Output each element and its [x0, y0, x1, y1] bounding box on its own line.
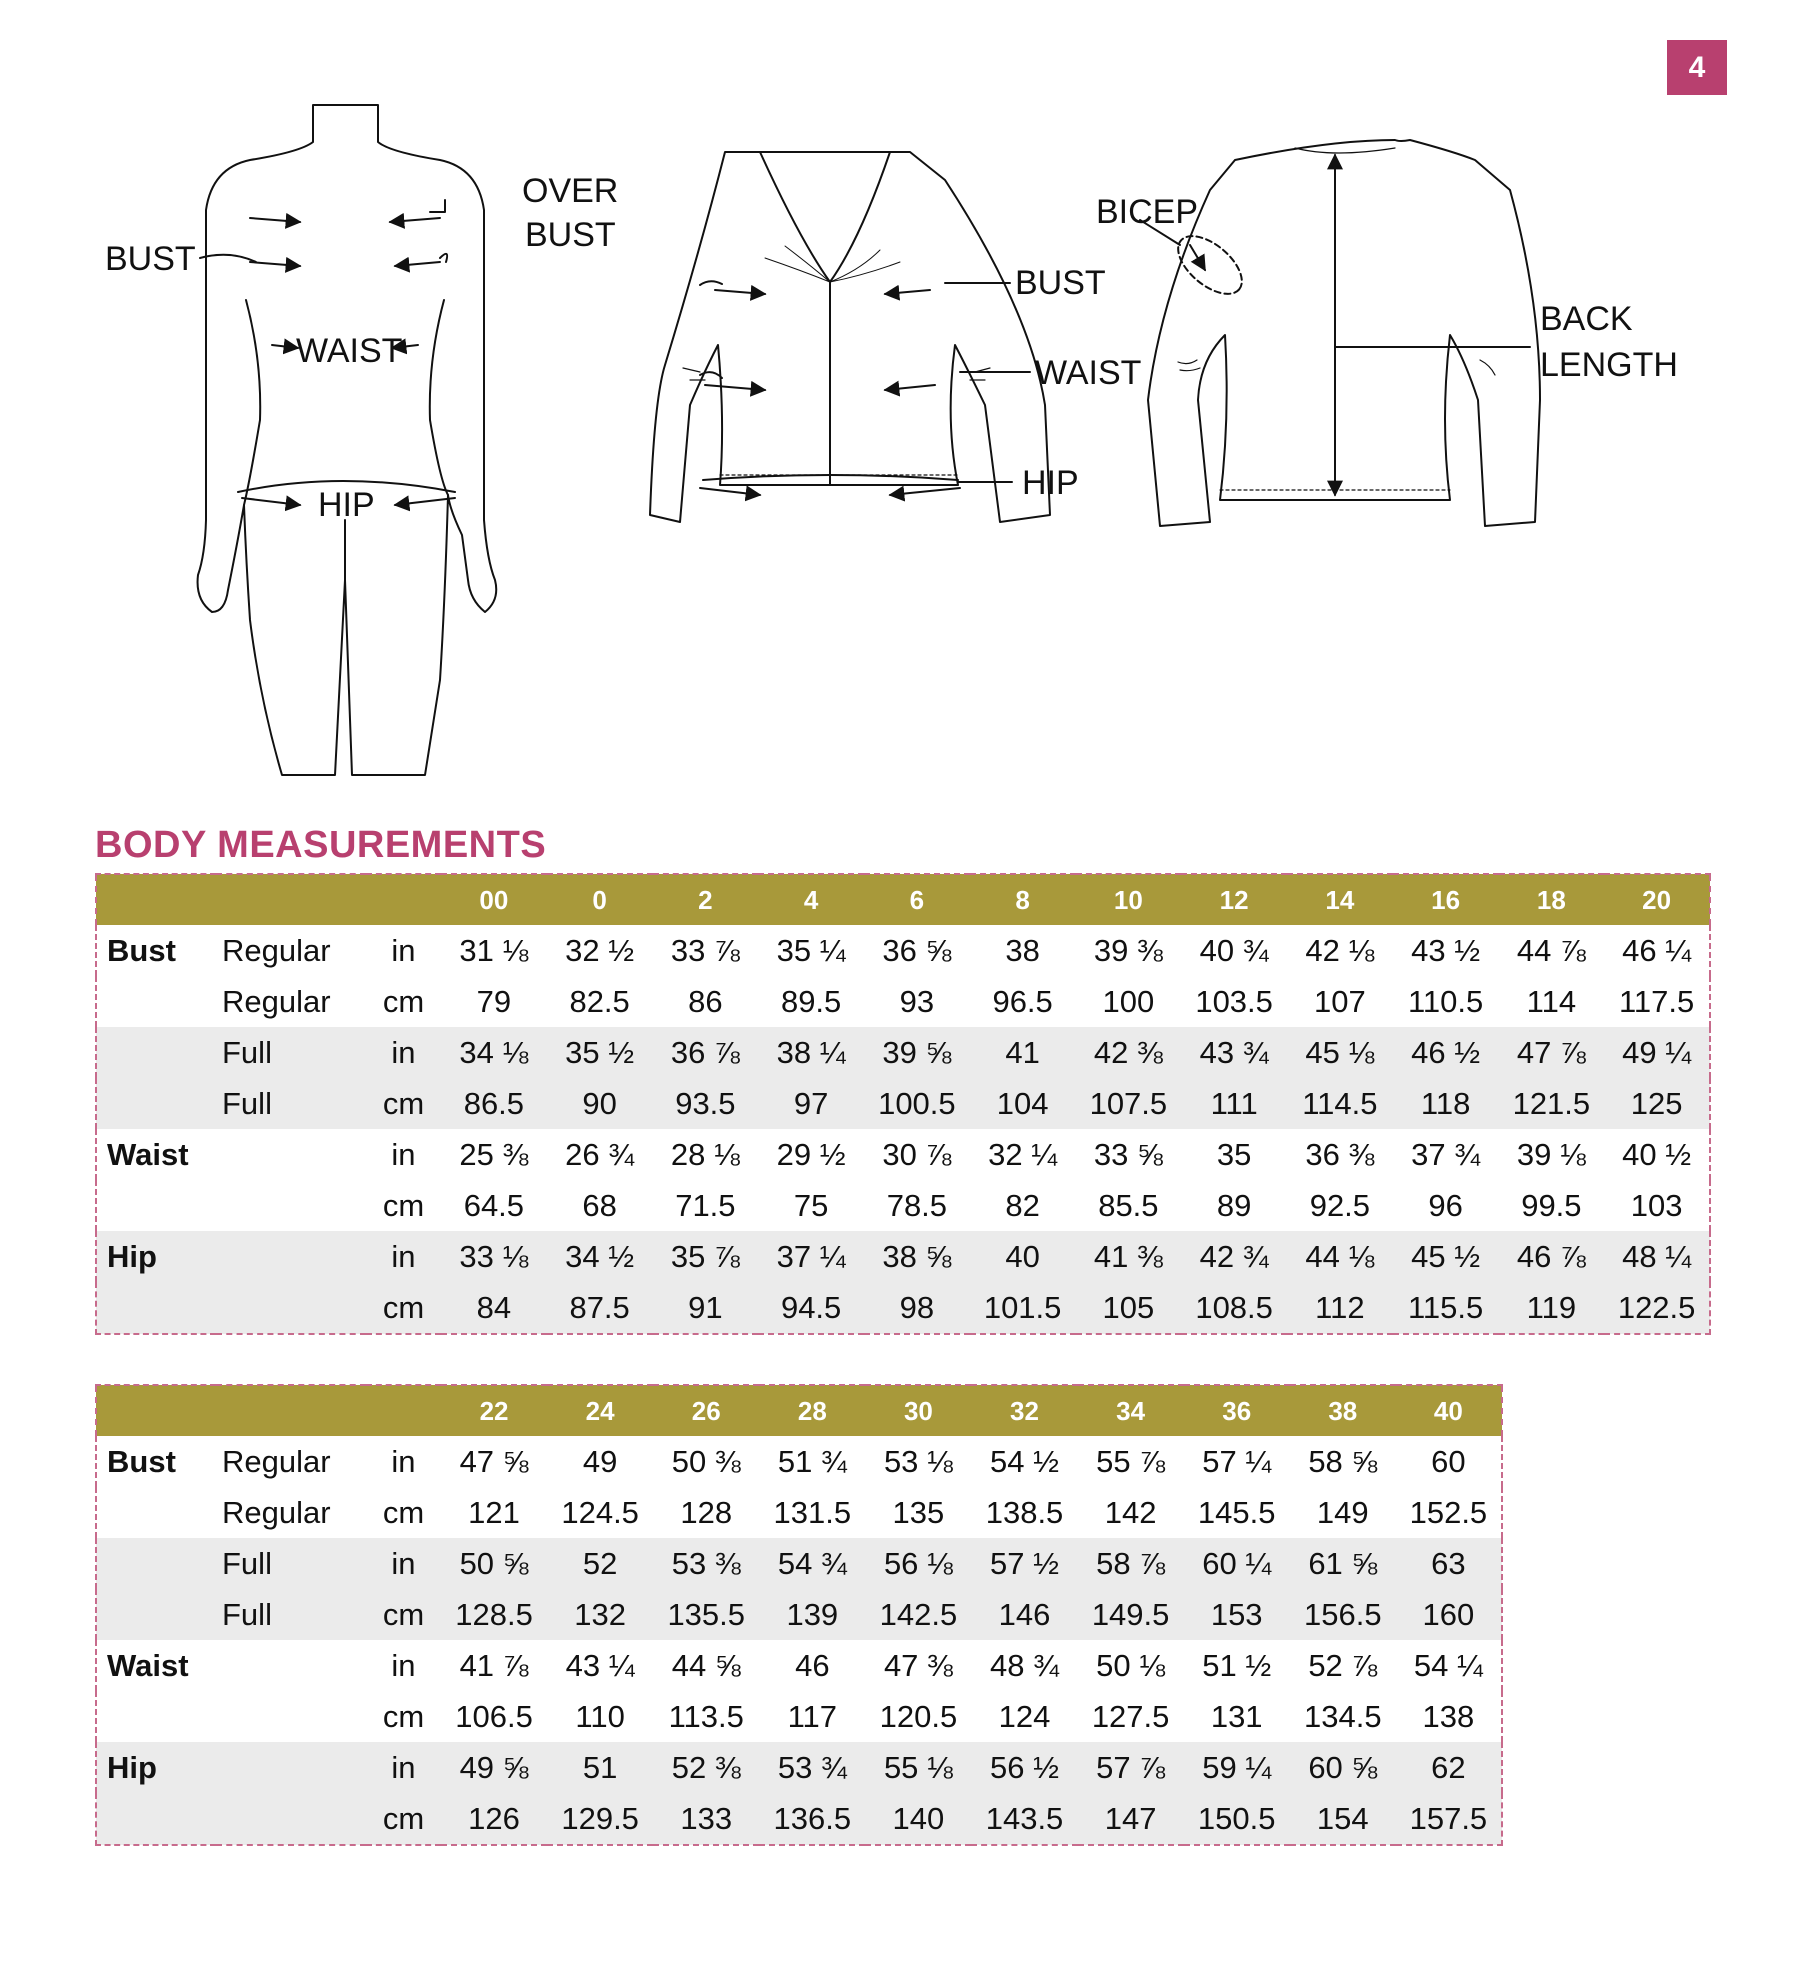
- measurement-value: 55 ⅞: [1096, 1443, 1166, 1479]
- measure-label: [96, 1538, 216, 1589]
- variant-label: Full: [216, 1078, 366, 1129]
- measure-label: [96, 1589, 216, 1640]
- table-row: [96, 1027, 1710, 1078]
- measure-label: Waist: [107, 1647, 189, 1683]
- measure-label: [96, 1282, 216, 1334]
- measurement-value: 135.5: [653, 1589, 759, 1640]
- measurement-value: 53 ¾: [759, 1742, 865, 1793]
- measurement-value: 82.5: [569, 983, 630, 1019]
- measurement-value: 142: [1104, 1494, 1157, 1530]
- measurement-value: 41 ⅞: [459, 1647, 529, 1683]
- variant-label: [216, 1742, 366, 1793]
- measure-label: [96, 976, 216, 1027]
- back-top-figure: [1148, 140, 1540, 526]
- measurement-value: 37 ¾: [1411, 1136, 1481, 1172]
- measurement-value: 139: [759, 1589, 865, 1640]
- size-header: 6: [864, 874, 970, 925]
- measurement-value: 128: [680, 1494, 733, 1530]
- variant-label: Full: [216, 1027, 366, 1078]
- measurement-value: 58 ⅞: [1078, 1538, 1184, 1589]
- measurement-value: 49 ¼: [1604, 1027, 1710, 1078]
- measurement-value: 107.5: [1076, 1078, 1182, 1129]
- measurement-value: 140: [865, 1793, 971, 1845]
- size-header-row: [96, 874, 1710, 925]
- measurement-value: 35 ⅞: [653, 1231, 759, 1282]
- body-waist-label: WAIST: [296, 332, 403, 370]
- table-row: [96, 1640, 1502, 1691]
- measurement-diagrams: [0, 0, 1816, 820]
- measurement-value: 143.5: [971, 1793, 1077, 1845]
- measurement-value: 156.5: [1290, 1589, 1396, 1640]
- measurement-value: 135: [892, 1494, 945, 1530]
- table-row: [96, 1282, 1710, 1334]
- unit-label: in: [391, 1136, 416, 1172]
- measurement-value: 89.5: [780, 983, 842, 1019]
- measurement-value: 48 ¼: [1604, 1231, 1710, 1282]
- measure-label: [96, 1691, 216, 1742]
- measurement-value: 85.5: [1098, 1187, 1159, 1223]
- back-bicep-label: BICEP: [1096, 193, 1199, 231]
- table-row: [96, 1180, 1710, 1231]
- measurement-value: 108.5: [1181, 1282, 1287, 1334]
- front-hip-label: HIP: [1022, 464, 1079, 502]
- measurement-value: 61 ⅝: [1290, 1538, 1396, 1589]
- measurement-value: 119: [1499, 1282, 1605, 1334]
- measurement-value: 131.5: [773, 1494, 852, 1530]
- body-figure: [198, 105, 497, 775]
- measurement-value: 59 ¼: [1184, 1742, 1290, 1793]
- header-blank-cell: [96, 874, 216, 925]
- variant-label: [216, 1180, 366, 1231]
- measurement-value: 100: [1102, 983, 1155, 1019]
- measurement-value: 101.5: [970, 1282, 1076, 1334]
- measurement-value: 46 ½: [1393, 1027, 1499, 1078]
- measurement-value: 79: [476, 983, 512, 1019]
- size-header: 0: [547, 874, 653, 925]
- measurement-value: 154: [1290, 1793, 1396, 1845]
- front-waist-label: WAIST: [1035, 354, 1142, 392]
- size-header: 4: [758, 874, 864, 925]
- measurement-value: 40 ¾: [1199, 932, 1269, 968]
- measurement-value: 97: [758, 1078, 864, 1129]
- size-header: 38: [1290, 1385, 1396, 1436]
- unit-label: in: [366, 1027, 441, 1078]
- measurement-value: 32 ½: [565, 932, 635, 968]
- measurement-value: 35 ½: [547, 1027, 653, 1078]
- measurement-value: 125: [1604, 1078, 1710, 1129]
- measurement-value: 71.5: [675, 1187, 736, 1223]
- body-over-bust-label-line2: BUST: [525, 216, 616, 254]
- measurement-value: 142.5: [865, 1589, 971, 1640]
- measurement-value: 32 ¼: [988, 1136, 1058, 1172]
- measurement-value: 134.5: [1304, 1698, 1382, 1734]
- measurement-value: 63: [1396, 1538, 1502, 1589]
- measurement-value: 126: [441, 1793, 547, 1845]
- measurement-value: 49: [582, 1443, 618, 1479]
- measurement-value: 104: [970, 1078, 1076, 1129]
- measurement-value: 129.5: [547, 1793, 653, 1845]
- size-header: 2: [653, 874, 759, 925]
- measurement-value: 43 ¼: [565, 1647, 635, 1683]
- measurement-value: 78.5: [886, 1187, 948, 1223]
- measurement-value: 33 ⅞: [670, 932, 740, 968]
- measurement-value: 60 ¼: [1184, 1538, 1290, 1589]
- measurement-value: 133: [653, 1793, 759, 1845]
- unit-label: cm: [366, 1589, 441, 1640]
- measurement-value: 89: [1216, 1187, 1252, 1223]
- size-header: 20: [1604, 874, 1710, 925]
- measurement-value: 54 ¼: [1413, 1647, 1483, 1683]
- measurement-value: 48 ¾: [990, 1647, 1059, 1683]
- measurement-value: 68: [582, 1187, 617, 1223]
- measurement-value: 41 ⅜: [1076, 1231, 1182, 1282]
- measurement-value: 146: [971, 1589, 1077, 1640]
- measure-label: Hip: [96, 1231, 216, 1282]
- size-header: 12: [1181, 874, 1287, 925]
- measurement-value: 117: [787, 1698, 838, 1734]
- measurement-value: 26 ¾: [565, 1136, 635, 1172]
- measurement-value: 38: [1005, 932, 1040, 968]
- measurement-value: 39 ⅝: [864, 1027, 970, 1078]
- measurement-value: 44 ⅞: [1516, 932, 1586, 968]
- measurement-value: 82: [1005, 1187, 1040, 1223]
- back-length-label-line1: BACK: [1540, 300, 1633, 338]
- measurement-value: 131: [1210, 1698, 1263, 1734]
- measurement-value: 60: [1431, 1443, 1466, 1479]
- measurement-value: 138: [1422, 1698, 1475, 1734]
- measure-label: Waist: [107, 1136, 189, 1172]
- measurement-value: 96: [1428, 1187, 1463, 1223]
- measurement-value: 124: [998, 1698, 1051, 1734]
- size-header-row: [96, 1385, 1502, 1436]
- measurement-value: 99.5: [1521, 1187, 1582, 1223]
- measurement-value: 36 ⅜: [1305, 1136, 1375, 1172]
- measurement-value: 55 ⅛: [865, 1742, 971, 1793]
- measurement-value: 114.5: [1287, 1078, 1393, 1129]
- variant-label: Regular: [222, 1494, 331, 1530]
- measurement-value: 113.5: [668, 1698, 744, 1734]
- measurement-value: 38 ¼: [758, 1027, 864, 1078]
- measurement-value: 50 ⅛: [1096, 1647, 1166, 1683]
- measurement-value: 111: [1181, 1078, 1287, 1129]
- measurement-value: 153: [1184, 1589, 1290, 1640]
- measurement-value: 96.5: [992, 983, 1053, 1019]
- size-header: 40: [1396, 1385, 1502, 1436]
- measurement-value: 33 ⅛: [441, 1231, 547, 1282]
- measurement-value: 46 ¼: [1622, 932, 1692, 968]
- variant-label: Regular: [222, 983, 331, 1019]
- measurement-value: 121: [468, 1494, 520, 1530]
- header-blank-cell: [366, 874, 441, 925]
- header-blank-cell: [96, 1385, 216, 1436]
- measurement-value: 50 ⅝: [441, 1538, 547, 1589]
- measurement-value: 103.5: [1195, 983, 1273, 1019]
- measurement-value: 43 ½: [1411, 932, 1481, 968]
- measurement-value: 122.5: [1604, 1282, 1710, 1334]
- measurement-value: 149.5: [1078, 1589, 1184, 1640]
- unit-label: in: [391, 932, 416, 968]
- measurement-value: 152.5: [1409, 1494, 1488, 1530]
- unit-label: cm: [382, 983, 425, 1019]
- measurement-value: 43 ¾: [1181, 1027, 1287, 1078]
- measurement-value: 42 ⅛: [1305, 932, 1375, 968]
- measurement-value: 94.5: [758, 1282, 864, 1334]
- measurements-table-1: [95, 873, 1711, 1335]
- measure-label: [96, 1180, 216, 1231]
- measurement-value: 160: [1396, 1589, 1502, 1640]
- measurement-value: 132: [547, 1589, 653, 1640]
- measurement-value: 44 ⅛: [1287, 1231, 1393, 1282]
- front-bust-label: BUST: [1015, 264, 1106, 302]
- measurement-value: 75: [793, 1187, 829, 1223]
- measurement-value: 29 ½: [776, 1136, 846, 1172]
- size-header: 32: [971, 1385, 1077, 1436]
- measurement-value: 34 ⅛: [441, 1027, 547, 1078]
- measurement-value: 47 ⅜: [883, 1647, 953, 1683]
- size-header: 14: [1287, 874, 1393, 925]
- measurement-value: 30 ⅞: [882, 1136, 952, 1172]
- measurement-value: 25 ⅜: [459, 1136, 529, 1172]
- measurement-value: 138.5: [985, 1494, 1064, 1530]
- measurement-value: 128.5: [441, 1589, 547, 1640]
- table-row: [96, 976, 1710, 1027]
- size-header: 28: [759, 1385, 865, 1436]
- measurement-value: 84: [441, 1282, 547, 1334]
- unit-label: in: [391, 1647, 416, 1683]
- size-header: 22: [441, 1385, 547, 1436]
- measurement-value: 110: [575, 1698, 625, 1734]
- size-header: 18: [1499, 874, 1605, 925]
- variant-label: Full: [216, 1538, 366, 1589]
- measurement-value: 54 ¾: [759, 1538, 865, 1589]
- back-length-label-line2: LENGTH: [1540, 346, 1678, 384]
- table-row: [96, 1487, 1502, 1538]
- variant-label: [216, 1691, 366, 1742]
- measurement-value: 49 ⅝: [441, 1742, 547, 1793]
- measurement-value: 38 ⅝: [864, 1231, 970, 1282]
- measurement-value: 60 ⅝: [1290, 1742, 1396, 1793]
- measurement-value: 121.5: [1499, 1078, 1605, 1129]
- unit-label: in: [366, 1538, 441, 1589]
- body-bust-label: BUST: [105, 240, 196, 278]
- section-title: BODY MEASUREMENTS: [95, 824, 547, 866]
- variant-label: [216, 1282, 366, 1334]
- header-blank-cell: [216, 1385, 366, 1436]
- unit-label: cm: [382, 1494, 425, 1530]
- measurement-value: 145.5: [1197, 1494, 1276, 1530]
- measurement-value: 110.5: [1407, 983, 1484, 1019]
- measurement-value: 107: [1314, 983, 1366, 1019]
- measurement-value: 28 ⅛: [670, 1136, 740, 1172]
- body-over-bust-label-line1: OVER: [522, 172, 619, 210]
- measurement-value: 150.5: [1184, 1793, 1290, 1845]
- measurement-value: 51 ¾: [777, 1443, 847, 1479]
- measurement-value: 91: [653, 1282, 759, 1334]
- size-header: 8: [970, 874, 1076, 925]
- variant-label: Full: [216, 1589, 366, 1640]
- measurement-value: 39 ⅜: [1093, 932, 1163, 968]
- measurement-value: 57 ¼: [1202, 1443, 1272, 1479]
- measurement-value: 37 ¼: [758, 1231, 864, 1282]
- size-header: 16: [1393, 874, 1499, 925]
- measurement-value: 93.5: [653, 1078, 759, 1129]
- measurement-value: 54 ½: [990, 1443, 1059, 1479]
- size-header: 30: [865, 1385, 971, 1436]
- measurement-value: 136.5: [759, 1793, 865, 1845]
- measurement-value: 93: [899, 983, 935, 1019]
- header-blank-cell: [366, 1385, 441, 1436]
- body-hip-label: HIP: [318, 486, 375, 524]
- measurement-value: 58 ⅝: [1308, 1443, 1378, 1479]
- table-row: [96, 1538, 1502, 1589]
- unit-label: in: [366, 1742, 441, 1793]
- measurement-value: 157.5: [1396, 1793, 1502, 1845]
- measurement-value: 53 ⅜: [653, 1538, 759, 1589]
- table-row: [96, 1231, 1710, 1282]
- variant-label: [216, 1129, 366, 1180]
- measurement-value: 56 ½: [971, 1742, 1077, 1793]
- measurement-value: 46 ⅞: [1499, 1231, 1605, 1282]
- table-row: [96, 1129, 1710, 1180]
- measurement-value: 52 ⅞: [1308, 1647, 1378, 1683]
- table-row: [96, 1742, 1502, 1793]
- measurement-value: 34 ½: [547, 1231, 653, 1282]
- measurement-value: 50 ⅜: [671, 1443, 741, 1479]
- table-row: [96, 1793, 1502, 1845]
- measurement-value: 35 ¼: [776, 932, 846, 968]
- measurement-value: 45 ½: [1393, 1231, 1499, 1282]
- size-header: 24: [547, 1385, 653, 1436]
- measurement-value: 52 ⅜: [653, 1742, 759, 1793]
- measurement-value: 42 ⅜: [1076, 1027, 1182, 1078]
- measurement-value: 115.5: [1393, 1282, 1499, 1334]
- measurement-value: 57 ⅞: [1078, 1742, 1184, 1793]
- measurement-value: 90: [547, 1078, 653, 1129]
- measurement-value: 56 ⅛: [865, 1538, 971, 1589]
- unit-label: cm: [366, 1793, 441, 1845]
- measure-label: [96, 1793, 216, 1845]
- variant-label: Regular: [222, 1443, 331, 1479]
- table-row: [96, 1436, 1502, 1487]
- measurement-value: 52: [547, 1538, 653, 1589]
- measurement-value: 33 ⅝: [1093, 1136, 1163, 1172]
- size-header: 00: [441, 874, 547, 925]
- measurement-value: 112: [1287, 1282, 1393, 1334]
- table-row: [96, 1691, 1502, 1742]
- measurement-value: 92.5: [1309, 1187, 1371, 1223]
- measurement-value: 57 ½: [971, 1538, 1077, 1589]
- variant-label: [216, 1231, 366, 1282]
- measurement-value: 149: [1316, 1494, 1369, 1530]
- measurement-value: 47 ⅞: [1499, 1027, 1605, 1078]
- measurement-value: 41: [970, 1027, 1076, 1078]
- table-row: [96, 1078, 1710, 1129]
- size-header: 34: [1078, 1385, 1184, 1436]
- variant-label: [216, 1640, 366, 1691]
- measure-label: [96, 1027, 216, 1078]
- measurement-value: 120.5: [879, 1698, 958, 1734]
- measurement-value: 36 ⅝: [882, 932, 952, 968]
- measurement-value: 86.5: [441, 1078, 547, 1129]
- header-blank-cell: [216, 874, 366, 925]
- measurement-value: 98: [864, 1282, 970, 1334]
- unit-label: cm: [382, 1187, 425, 1223]
- unit-label: cm: [366, 1282, 441, 1334]
- page-number-badge: 4: [1667, 40, 1727, 95]
- unit-label: cm: [382, 1698, 425, 1734]
- measurement-value: 105: [1076, 1282, 1182, 1334]
- measurement-value: 51 ½: [1202, 1647, 1272, 1683]
- measurement-value: 53 ⅛: [883, 1443, 953, 1479]
- measurement-value: 64.5: [463, 1187, 525, 1223]
- measurement-value: 45 ⅛: [1287, 1027, 1393, 1078]
- measure-label: [96, 1078, 216, 1129]
- measurement-value: 147: [1078, 1793, 1184, 1845]
- measurement-value: 44 ⅝: [671, 1647, 741, 1683]
- size-header: 36: [1184, 1385, 1290, 1436]
- measurement-value: 87.5: [547, 1282, 653, 1334]
- unit-label: cm: [366, 1078, 441, 1129]
- measurement-value: 42 ¾: [1181, 1231, 1287, 1282]
- measurement-value: 31 ⅛: [459, 932, 529, 968]
- measurement-value: 86: [688, 983, 723, 1019]
- unit-label: in: [366, 1231, 441, 1282]
- measure-label: Bust: [107, 1443, 176, 1479]
- variant-label: Regular: [222, 932, 331, 968]
- measurement-value: 40: [970, 1231, 1076, 1282]
- unit-label: in: [391, 1443, 416, 1479]
- size-header: 10: [1076, 874, 1182, 925]
- measurement-value: 51: [547, 1742, 653, 1793]
- measurement-value: 36 ⅞: [653, 1027, 759, 1078]
- measurement-value: 117.5: [1618, 983, 1695, 1019]
- measurements-table-2: [95, 1384, 1503, 1846]
- table-row: [96, 1589, 1502, 1640]
- measurement-value: 100.5: [864, 1078, 970, 1129]
- measurement-value: 127.5: [1091, 1698, 1170, 1734]
- measurement-value: 114: [1526, 983, 1577, 1019]
- measurement-value: 39 ⅛: [1516, 1136, 1586, 1172]
- measurement-value: 103: [1630, 1187, 1683, 1223]
- measure-label: Bust: [107, 932, 176, 968]
- variant-label: [216, 1793, 366, 1845]
- measurement-value: 47 ⅝: [459, 1443, 529, 1479]
- measurement-value: 40 ½: [1622, 1136, 1692, 1172]
- front-top-figure: [650, 152, 1050, 522]
- measurement-value: 46: [795, 1647, 830, 1683]
- measurement-value: 62: [1396, 1742, 1502, 1793]
- measurement-value: 124.5: [561, 1494, 639, 1530]
- size-header: 26: [653, 1385, 759, 1436]
- measurement-value: 118: [1393, 1078, 1499, 1129]
- measurement-value: 35: [1216, 1136, 1252, 1172]
- measurement-value: 106.5: [455, 1698, 533, 1734]
- table-row: [96, 925, 1710, 976]
- measure-label: [96, 1487, 216, 1538]
- measure-label: Hip: [96, 1742, 216, 1793]
